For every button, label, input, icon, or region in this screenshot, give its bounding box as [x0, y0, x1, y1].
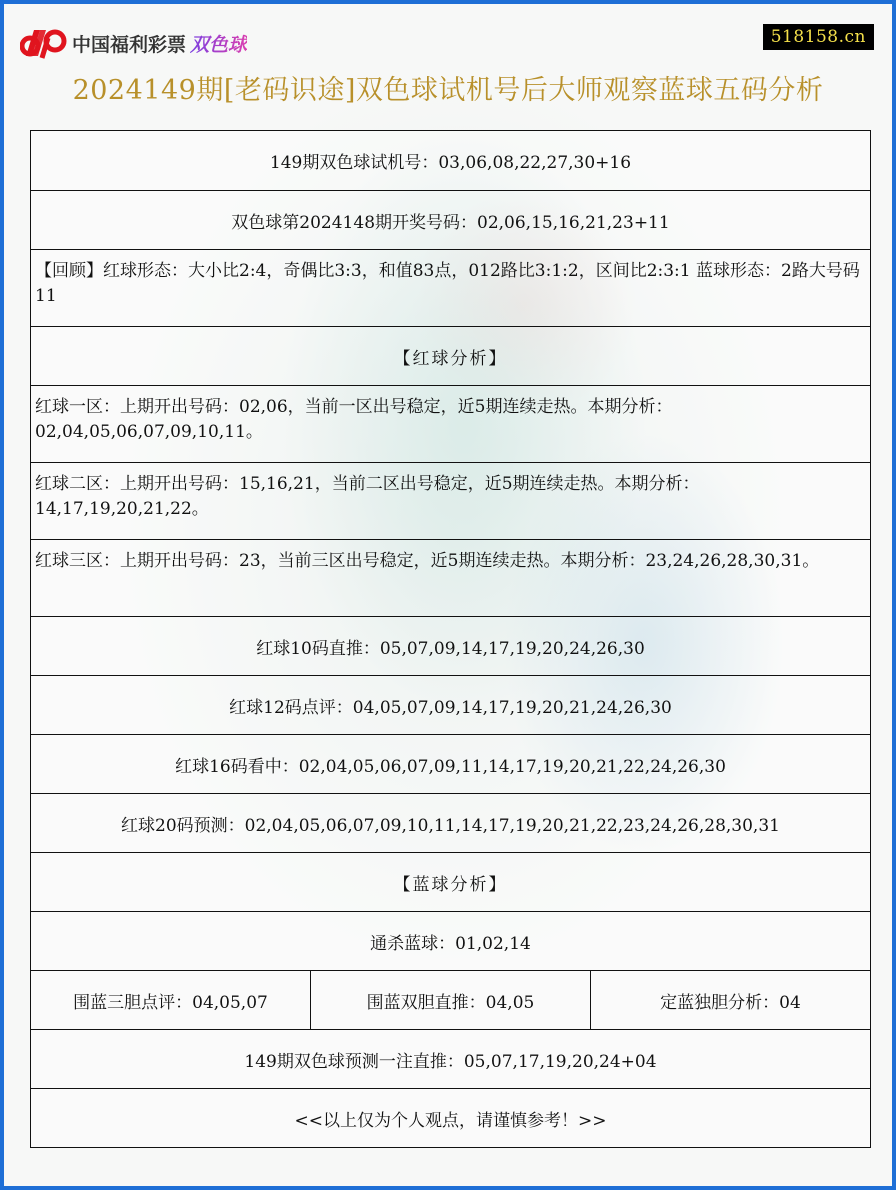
welfare-lottery-logo-icon	[20, 26, 68, 60]
row-blue-picks	[31, 970, 870, 1029]
blue-two-cell: 围蓝双胆直推：04,05	[310, 971, 590, 1029]
row-blue-kill: 通杀蓝球：01,02,14	[31, 911, 870, 970]
logo-text: 中国福利彩票	[72, 33, 187, 56]
row-last-draw: 双色球第2024148期开奖号码：02,06,15,16,21,23+11	[31, 190, 870, 249]
row-red-12: 红球12码点评：04,05,07,09,14,17,19,20,21,24,26,30	[31, 675, 870, 734]
blue-three-cell: 围蓝三胆点评：04,05,07	[73, 992, 268, 1013]
page-frame	[4, 4, 892, 1186]
row-red-zone-3: 红球三区：上期开出号码：23，当前三区出号稳定，近5期连续走热。本期分析：23,24,26,28,30,31。	[31, 539, 870, 616]
page-title: 2024149期[老码识途]双色球试机号后大师观察蓝球五码分析	[72, 75, 824, 106]
row-test-numbers: 149期双色球试机号：03,06,08,22,27,30+16	[269, 153, 632, 173]
row-final-pick: 149期双色球预测一注直推：05,07,17,19,20,24+04	[31, 1029, 870, 1088]
red-section-title: 【红球分析】	[31, 326, 870, 385]
row-red-20: 红球20码预测：02,04,05,06,07,09,10,11,14,17,19,20,21,22,23,24,26,28,30,31	[31, 793, 870, 852]
site-badge[interactable]: 518158.cn	[763, 24, 874, 50]
analysis-table	[30, 130, 871, 1148]
lottery-logo	[20, 26, 247, 60]
row-red-zone-2: 红球二区：上期开出号码：15,16,21，当前二区出号稳定，近5期连续走热。本期分析：14,17,19,20,21,22。	[31, 462, 870, 539]
blue-section-title: 【蓝球分析】	[31, 852, 870, 911]
header	[4, 4, 892, 64]
row-review: 【回顾】红球形态：大小比2:4，奇偶比3:3，和值83点，012路比3:1:2，区间比2:3:1 蓝球形态：2路大号码11	[31, 249, 870, 326]
row-red-10: 红球10码直推：05,07,09,14,17,19,20,24,26,30	[31, 616, 870, 675]
row-disclaimer: <<以上仅为个人观点，请谨慎参考！>>	[31, 1088, 870, 1147]
row-red-16: 红球16码看中：02,04,05,06,07,09,11,14,17,19,20,21,22,24,26,30	[31, 734, 870, 793]
row-red-zone-1: 红球一区：上期开出号码：02,06，当前一区出号稳定，近5期连续走热。本期分析：02,04,05,06,07,09,10,11。	[31, 385, 870, 462]
blue-one-cell: 定蓝独胆分析：04	[590, 971, 870, 1029]
logo-ssq-text: 双色球	[190, 30, 247, 57]
